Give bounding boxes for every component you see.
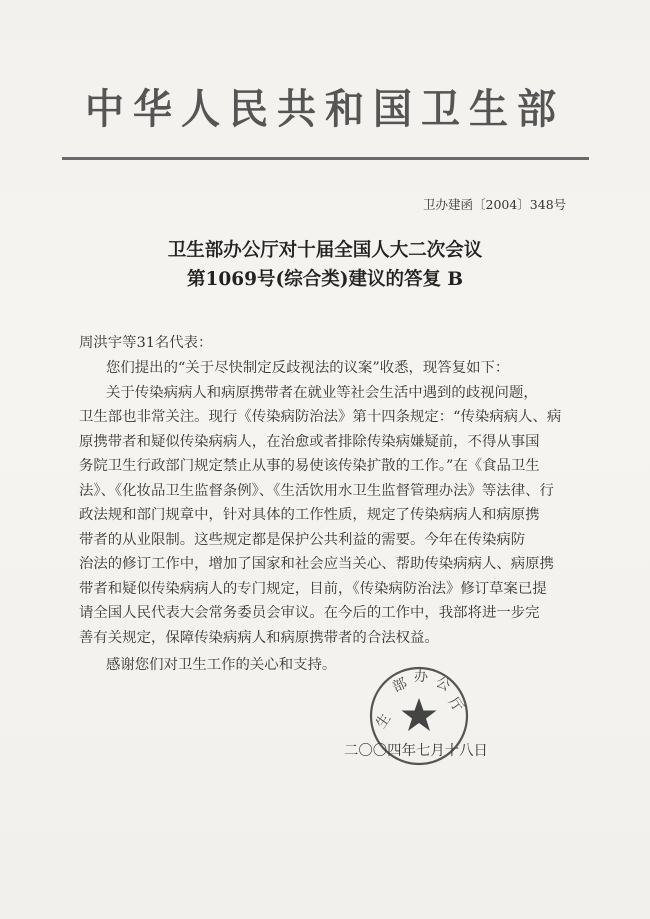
body-line-5: 务院卫生行政部门规定禁止从事的易使该传染扩散的工作。”在《食品卫生 <box>79 458 540 474</box>
body-line-1: 您们提出的“关于尽快制定反歧视法的议案”收悉，现答复如下： <box>106 360 510 376</box>
salutation: 周洪宇等31名代表： <box>79 335 213 351</box>
body-line-13: 感谢您们对卫生工作的关心和支持。 <box>106 657 337 673</box>
body-line-12: 善有关规定，保障传染病病人和病原携带者的合法权益。 <box>79 630 439 646</box>
body-line-4: 原携带者和疑似传染病病人，在治愈或者排除传染病嫌疑前，不得从事国 <box>79 434 540 450</box>
body-line-2: 关于传染病病人和病原携带者在就业等社会生活中遇到的歧视问题， <box>106 385 538 401</box>
body-line-3: 卫生部也非常关注。现行《传染病防治法》第十四条规定：“传染病病人、病 <box>79 409 562 425</box>
body-line-7: 政法规和部门规章中，针对具体的工作性质，规定了传染病病人和病原携 <box>79 507 540 523</box>
title-line-1: 卫生部办公厅对十届全国人大二次会议 <box>167 240 483 261</box>
document-date: 二〇〇四年七月十八日 <box>344 743 488 759</box>
svg-text:厅: 厅 <box>445 694 467 716</box>
body-line-10: 带者和疑似传染病病人的专门规定，目前，《传染病防治法》修订草案已提 <box>79 581 547 597</box>
body-line-8: 带者的从业限制。这些规定都是保护公共利益的需要。今年在传染病防 <box>79 532 526 548</box>
document-number: 卫办建函〔2004〕348号 <box>423 197 567 212</box>
body-line-11: 请全国人民代表大会常务委员会审议。在今后的工作中，我部将进一步完 <box>79 605 540 621</box>
body-line-6: 法》、《化妆品卫生监督条例》、《生活饮用水卫生监督管理办法》等法律、行 <box>79 483 554 499</box>
letterhead-rule <box>62 157 589 160</box>
letterhead: 中华人民共和国卫生部 <box>84 86 565 134</box>
svg-text:办: 办 <box>414 669 428 685</box>
body-line-9: 治法的修订工作中，增加了国家和社会应当关心、帮助传染病病人、病原携 <box>79 556 554 572</box>
svg-text:生: 生 <box>373 710 395 732</box>
svg-text:公: 公 <box>433 674 453 695</box>
svg-text:部: 部 <box>390 675 410 696</box>
title-line-2: 第1069号(综合类)建议的答复 B <box>186 269 464 290</box>
